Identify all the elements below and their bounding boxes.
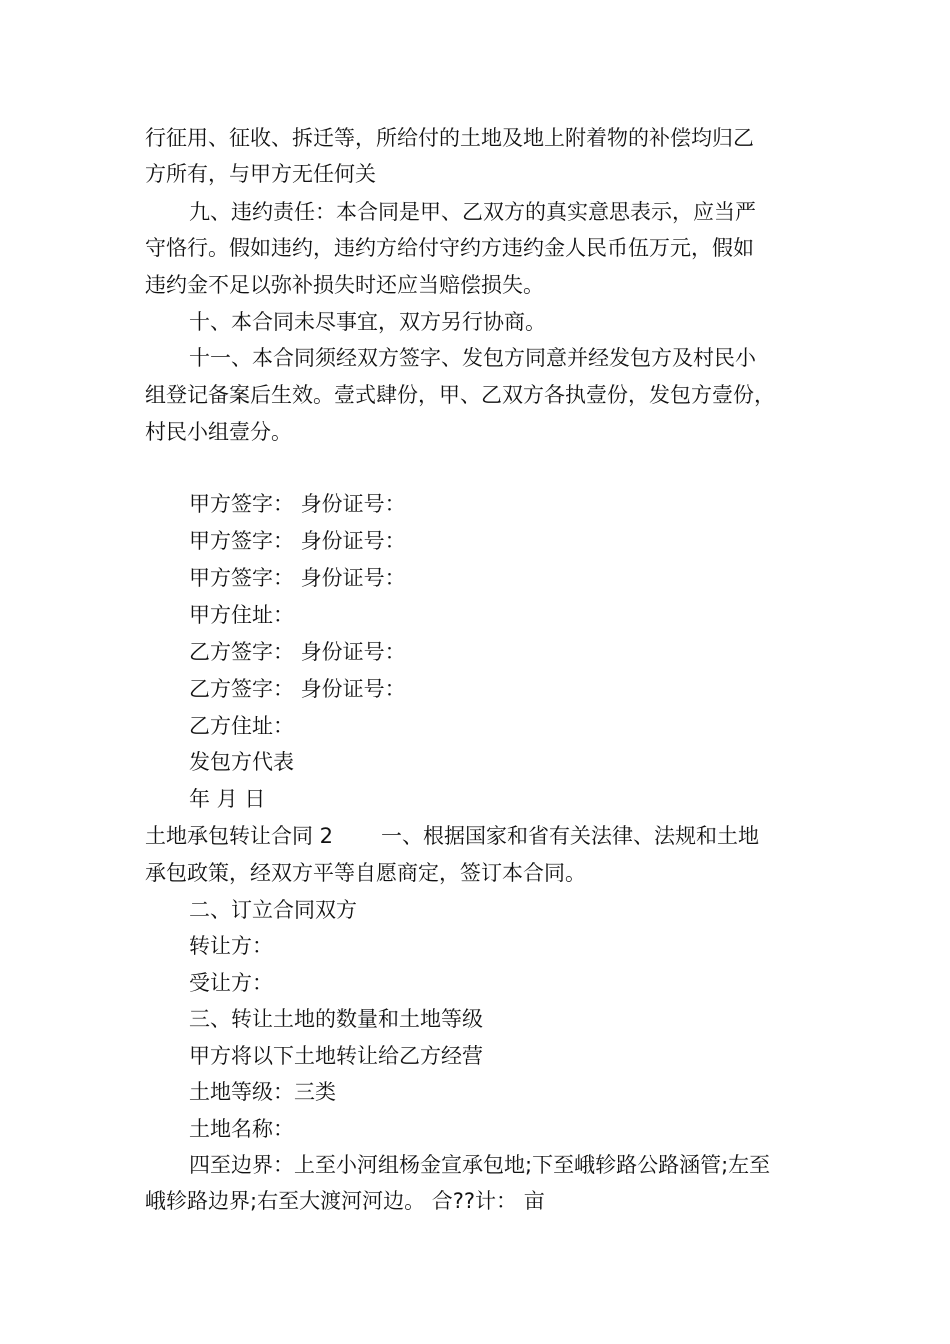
contract-title-line [145,821,759,851]
paragraph-line: 守恪行。假如违约，违约方给付守约方违约金人民币伍万元，假如 [145,236,754,260]
contract-title: 土地承包转让合同 2 [145,824,334,848]
address-line: 甲方住址： [189,603,294,627]
paragraph-line: 四至边界：上至小河组杨金宣承包地;下至峨轸路公路涵管;左至 [189,1153,771,1177]
paragraph-line: 村民小组壹分。 [145,420,292,444]
section-heading: 二、订立合同双方 [189,898,357,922]
signature-line: 甲方签字： 身份证号： [189,529,406,553]
signature-line: 甲方签字： 身份证号： [189,566,406,590]
paragraph-line: 组登记备案后生效。壹式肆份，甲、乙双方各执壹份，发包方壹份， [145,383,775,407]
field-line: 土地名称： [189,1117,294,1141]
field-line: 转让方： [189,934,273,958]
signature-line: 甲方签字： 身份证号： [189,492,406,516]
paragraph-line: 违约金不足以弥补损失时还应当赔偿损失。 [145,273,544,297]
paragraph-line: 甲方将以下土地转让给乙方经营 [189,1044,483,1068]
paragraph-line: 峨轸路边界;右至大渡河河边。 合??计： 亩 [145,1189,545,1213]
paragraph-line: 九、违约责任：本合同是甲、乙双方的真实意思表示，应当严 [189,200,756,224]
paragraph-line: 行征用、征收、拆迁等，所给付的土地及地上附着物的补偿均归乙 [145,126,754,150]
paragraph-line: 十、本合同未尽事宜，双方另行协商。 [189,310,546,334]
date-line: 年 月 日 [189,787,266,811]
signature-line: 乙方签字： 身份证号： [189,640,406,664]
section-heading: 三、转让土地的数量和土地等级 [189,1007,483,1031]
contractor-representative: 发包方代表 [189,750,294,774]
paragraph-line: 十一、本合同须经双方签字、发包方同意并经发包方及村民小 [189,346,756,370]
field-line: 受让方： [189,971,273,995]
paragraph-line: 承包政策，经双方平等自愿商定，签订本合同。 [145,861,586,885]
field-line: 土地等级：三类 [189,1080,336,1104]
paragraph-line: 方所有，与甲方无任何关 [145,162,376,186]
paragraph-text: 一、根据国家和省有关法律、法规和土地 [381,824,760,848]
address-line: 乙方住址： [189,714,294,738]
signature-line: 乙方签字： 身份证号： [189,677,406,701]
